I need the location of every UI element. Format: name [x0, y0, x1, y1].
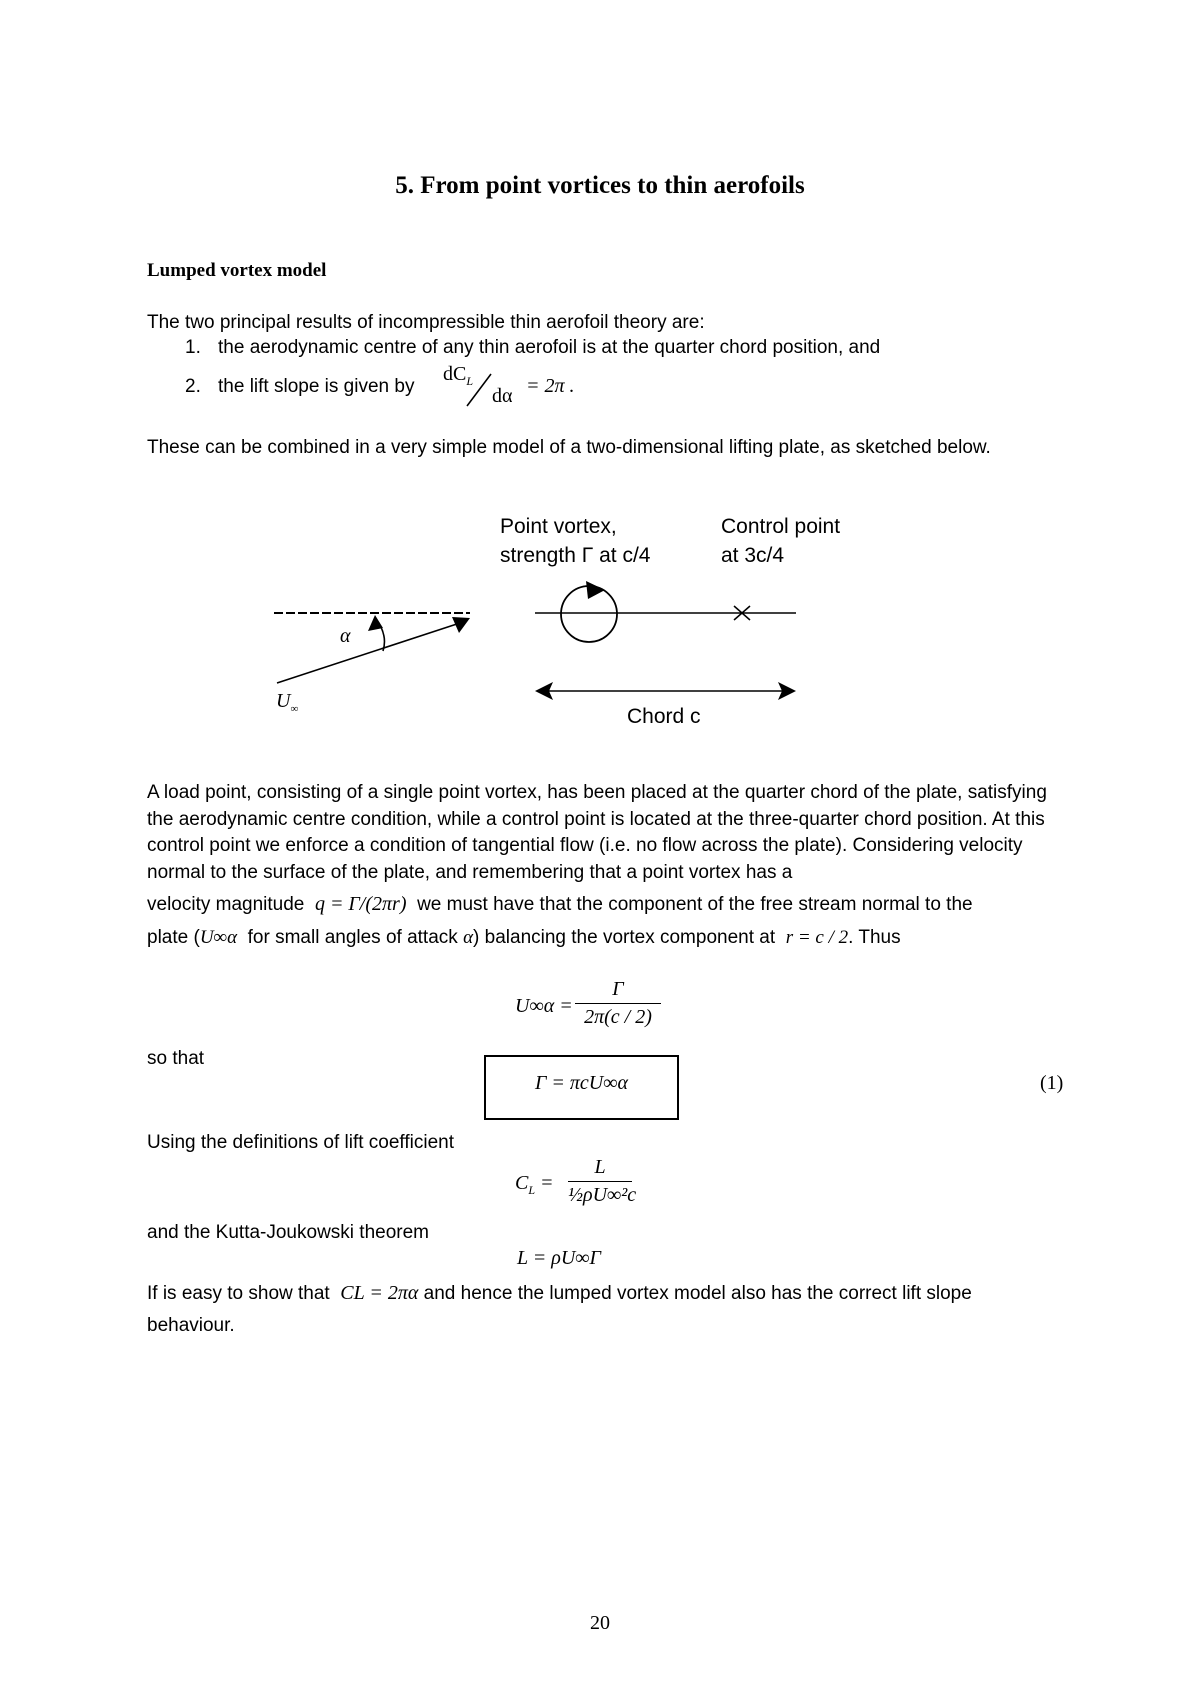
kutta-text: and the Kutta-Joukowski theorem	[147, 1222, 429, 1243]
control-point-label: Control point	[721, 515, 841, 538]
chord-label: Chord c	[627, 705, 701, 728]
plate-line: plate (U∞α for small angles of attack α) balancing the vortex component at r = c / 2. Thus	[147, 927, 901, 948]
list-item-text: the aerodynamic centre of any thin aerofoil is at the quarter chord position, and	[218, 337, 881, 358]
circulation-equation: Γ = πcU∞α	[535, 1072, 628, 1094]
lumped-vortex-diagram	[0, 0, 1200, 760]
control-point-label: at 3c/4	[721, 544, 785, 567]
so-that-text: so that	[147, 1048, 205, 1069]
balance-equation-lhs: U∞α =	[515, 995, 573, 1017]
intro-text: The two principal results of incompressible thin aerofoil theory are:	[147, 312, 705, 333]
body-paragraph: A load point, consisting of a single point vortex, has been placed at the quarter chord of the plate, satisfying the aerodynamic centre condition, while a control point is located at the three-quarter chord position. At this control point we enforce a condition of tangential flow (i.e. no flow across the plate). Considering velocity normal to the surface of the plate, and remembering that a point vortex has a	[147, 782, 1047, 883]
combined-text: These can be combined in a very simple model of a two-dimensional lifting plate, as sketched below.	[147, 437, 991, 458]
list-item-number: 2.	[185, 376, 201, 397]
balance-equation-fraction: $\frac{\Gamma}{2\pi(c / 2)}$	[575, 978, 661, 1029]
vortex-label: Point vortex,	[500, 515, 617, 538]
formula-denominator: dα	[492, 385, 513, 407]
equation-number: (1)	[1040, 1072, 1064, 1094]
page-number: 20	[590, 1612, 610, 1634]
alpha-arrowhead	[368, 615, 383, 631]
page-title: 5. From point vortices to thin aerofoils	[395, 172, 805, 199]
lift-slope-result: CL = 2πα	[340, 1282, 419, 1304]
vortex-rotation-arrow	[586, 581, 605, 599]
velocity-formula: q = Γ/(2πr)	[314, 893, 407, 915]
formula-rhs: = 2π .	[526, 375, 575, 397]
freestream-label: $U_\infty$	[276, 690, 299, 715]
lift-coefficient-fraction: $\frac{L}{\text{½ρU∞²c}}$	[568, 1156, 637, 1206]
formula-subscript: L	[466, 374, 474, 388]
alpha-label: α	[340, 625, 351, 647]
using-text: Using the definitions of lift coefficient	[147, 1132, 454, 1153]
section-heading: Lumped vortex model	[147, 260, 327, 281]
velocity-line: velocity magnitude q = Γ/(2πr) we must have that the component of the free stream normal to the	[147, 893, 973, 915]
formula-numerator: dC	[443, 363, 467, 385]
conclusion-line-2: behaviour.	[147, 1315, 235, 1336]
kutta-equation: L = ρU∞Γ	[517, 1247, 601, 1269]
vortex-label: strength Γ at c/4	[500, 544, 651, 567]
lift-coefficient-lhs: $C_L$ =	[515, 1172, 554, 1197]
conclusion-line: If is easy to show that CL = 2πα and hence the lumped vortex model also has the correct lift slope	[147, 1282, 972, 1304]
list-item-number: 1.	[185, 337, 201, 358]
list-item-text: the lift slope is given by	[218, 376, 415, 397]
